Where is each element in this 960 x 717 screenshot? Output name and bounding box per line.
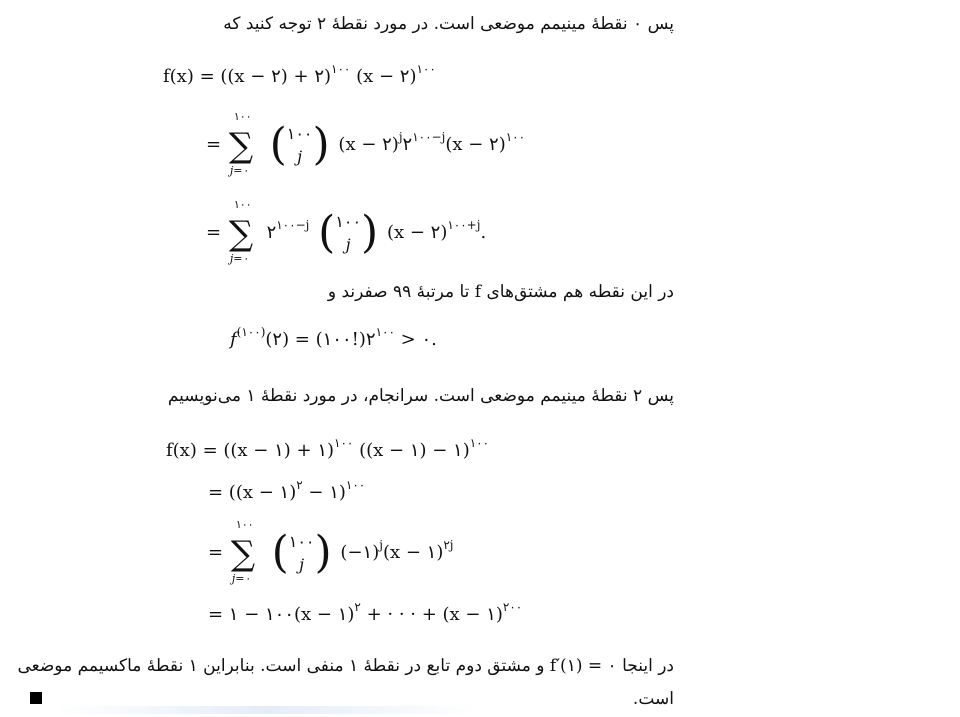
summation-symbol: ۱۰۰ ∑ j=۰ — [228, 110, 254, 178]
paragraph-1: پس ۰ نقطهٔ مینیمم موضعی است. در مورد نقطهٔ ۲ توجه کنید که — [223, 14, 674, 34]
equation-3-line-1: f(x) = ((x − ۱) + ۱)$^{۱۰۰}$ ((x − ۱) − ۱)$^{۱۰۰}$ — [166, 436, 490, 461]
equation-2: $f^{(۱۰۰)}(۲)$ = $(۱۰۰!)۲^{۱۰۰}$ > ۰. — [230, 325, 437, 350]
equation-1-line-2: = ۱۰۰ ∑ j=۰ (۱۰۰ j ) $(x - ۲)^j۲^{۱۰۰-j}(x$ − ۲)$^{۱۰۰}$ — [206, 110, 526, 178]
end-of-proof-square-icon — [30, 692, 42, 704]
summation-symbol: ۱۰۰ ∑ j=۰ — [230, 518, 256, 586]
equation-1-line-1: f(x) = ((x − ۲) + ۲)$^{۱۰۰}$ (x − ۲)$^{۱۰۰}$ — [163, 62, 436, 87]
binomial-coefficient: (۱۰۰ j ) — [269, 119, 330, 171]
binomial-coefficient: (۱۰۰ j ) — [271, 527, 332, 579]
paragraph-2: در این نقطه هم مشتق‌های f تا مرتبهٔ ۹۹ صفرند و — [327, 282, 674, 302]
summation-symbol: ۱۰۰ ∑ j=۰ — [228, 198, 254, 266]
equation-3-line-4: = ۱ − ۱۰۰(x − ۱)$^۲$ + · · · + (x − ۱)$^{۲۰۰}$ — [208, 600, 523, 625]
paragraph-4-line-1: در اینجا ۰ = f′(۱) و مشتق دوم تابع در نقطهٔ ۱ منفی است. بنابراین ۱ نقطهٔ ماکسیمم موضعی — [17, 656, 674, 676]
paragraph-4-line-2: است. — [632, 689, 674, 709]
paragraph-3: پس ۲ نقطهٔ مینیمم موضعی است. سرانجام، در مورد نقطهٔ ۱ می‌نویسیم — [167, 386, 674, 406]
binomial-coefficient: (۱۰۰ j ) — [318, 207, 379, 259]
equation-3-line-3: = ۱۰۰ ∑ j=۰ (۱۰۰ j ) (−۱)$^j$(x − ۱)$^{۲j}$ — [208, 518, 454, 586]
scan-smudge — [56, 706, 476, 714]
equation-1-line-3: = ۱۰۰ ∑ j=۰ $۲^{۱۰۰-j}$ (۱۰۰ j ) (x − ۲)$^{۱۰۰+j}$. — [206, 198, 487, 266]
equation-3-line-2: = ((x − ۱)$^۲$ − ۱)$^{۱۰۰}$ — [208, 478, 366, 503]
